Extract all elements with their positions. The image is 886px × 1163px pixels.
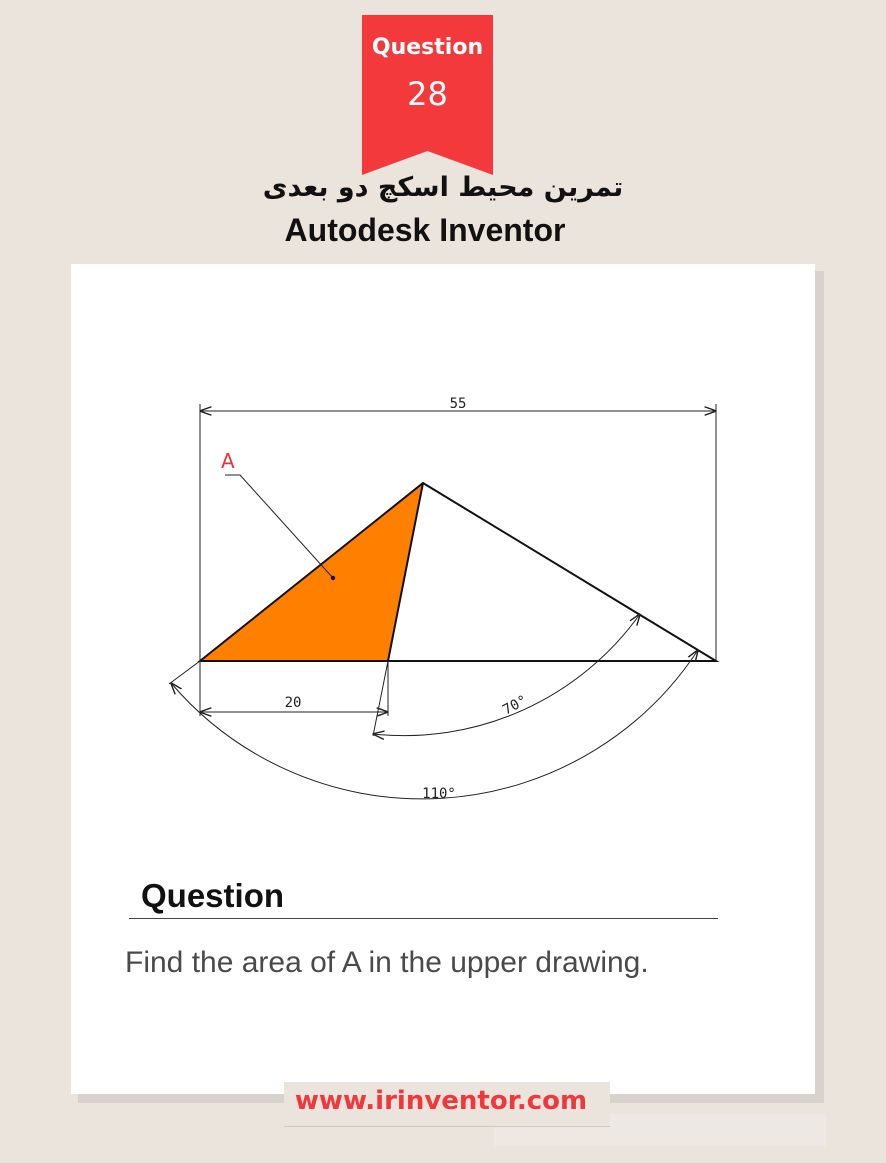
angle-110-label: 110° [422, 786, 456, 802]
website-link[interactable]: www.irinventor.com [294, 1086, 588, 1116]
english-title: Autodesk Inventor [284, 212, 566, 248]
angle-70-extension [373, 661, 388, 736]
angle-110-arc [171, 650, 698, 799]
dimension-20-label: 20 [284, 695, 302, 711]
question-text: Find the area of A in the upper drawing. [125, 946, 649, 979]
dimension-55-label: 55 [449, 396, 467, 412]
question-badge [362, 15, 493, 175]
sketch-drawing [71, 264, 815, 844]
badge-number: 28 [407, 75, 448, 113]
website-banner[interactable] [284, 1082, 610, 1127]
area-a-label: A [221, 449, 235, 473]
area-a-leader [225, 475, 333, 578]
angle-110-extension [169, 661, 200, 684]
heading-divider [129, 918, 718, 919]
exercise-card [71, 264, 815, 1094]
angle-70-label: 70° [500, 692, 531, 719]
question-heading: Question [141, 877, 285, 914]
badge-label: Question [371, 35, 484, 60]
leader-dot [331, 576, 335, 580]
persian-title: تمرین محیط اسکچ دو بعدی [262, 172, 624, 203]
